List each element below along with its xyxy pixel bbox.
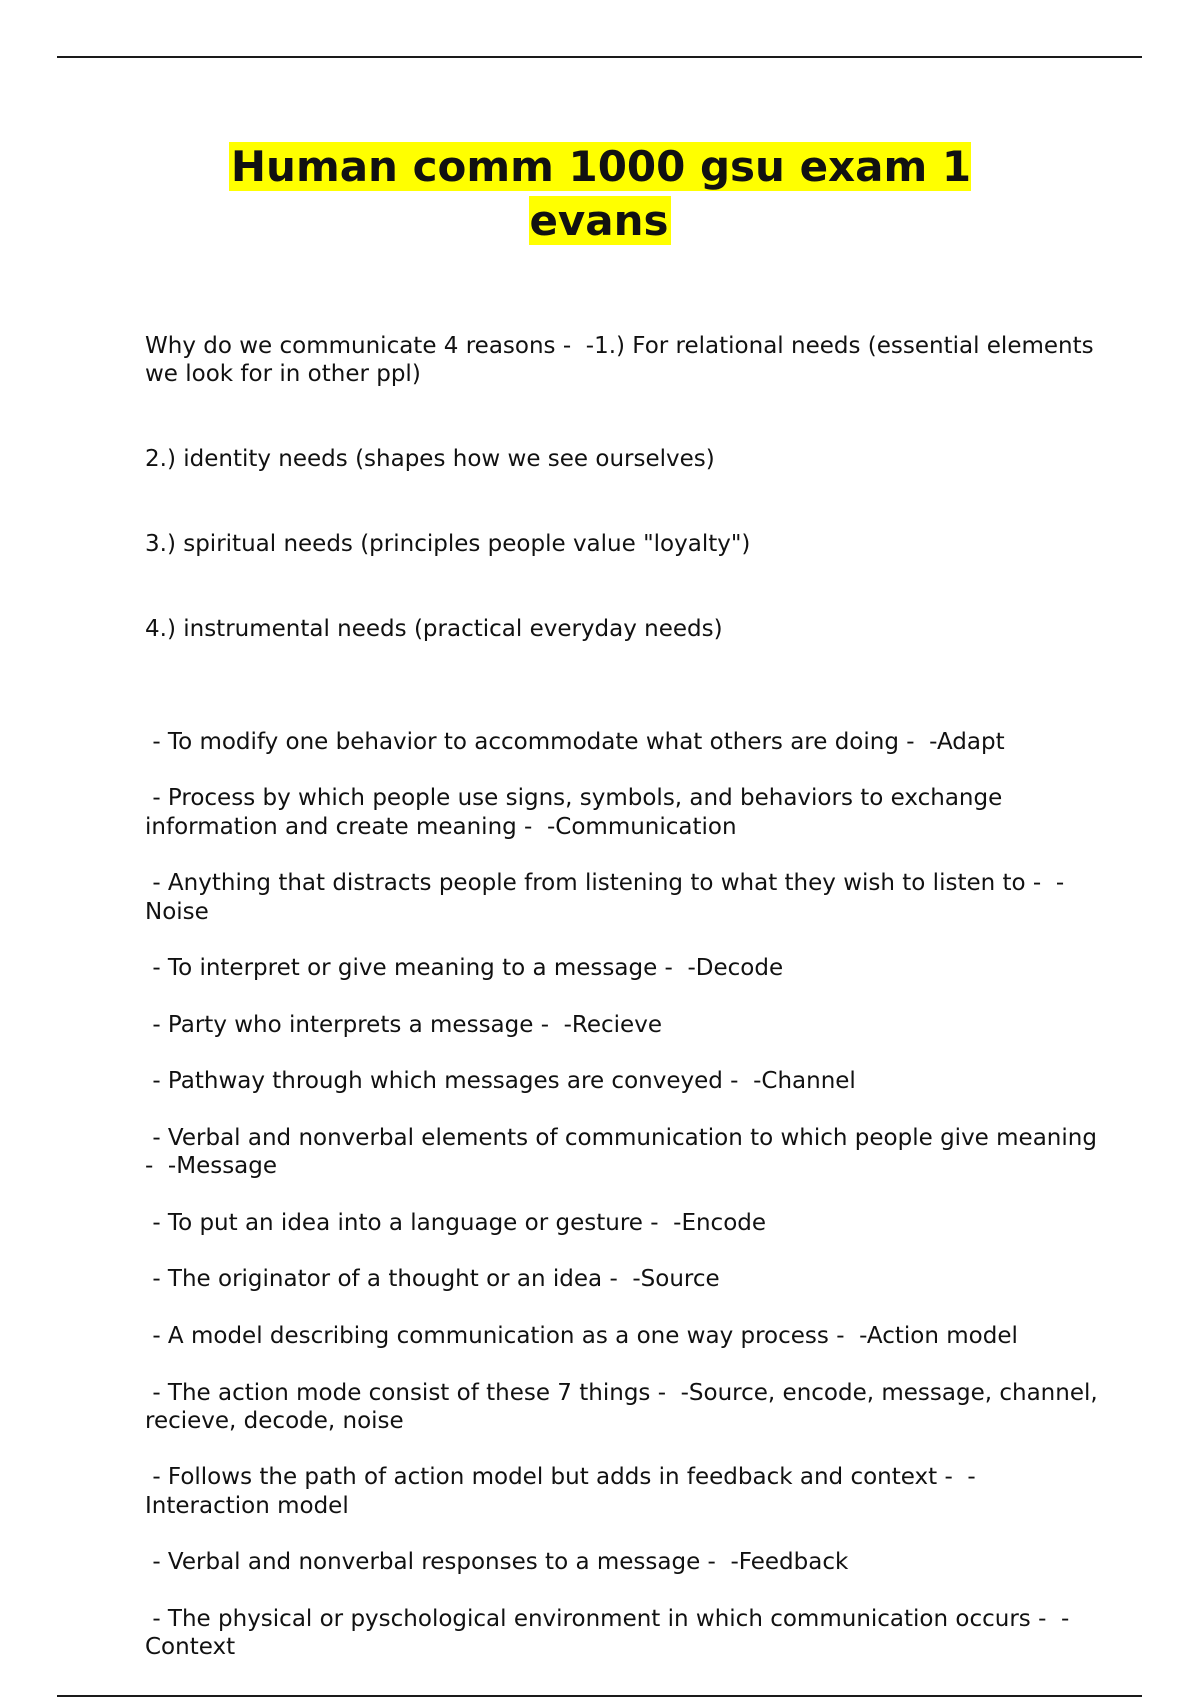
- intro-line: Why do we communicate 4 reasons - -1.) For relational needs (essential elements we look for in other ppl): [145, 332, 1101, 387]
- term-item: - To modify one behavior to accommodate what others are doing - -Adapt: [145, 728, 1005, 755]
- top-rule: [57, 56, 1142, 58]
- term-item: - Verbal and nonverbal responses to a message - -Feedback: [145, 1549, 849, 1576]
- term-item: - A model describing communication as a one way process - -Action model: [145, 1322, 1018, 1349]
- term-item: - To interpret or give meaning to a message - -Decode: [145, 955, 784, 982]
- intro-line: 3.) spiritual needs (principles people value "loyalty"): [145, 530, 751, 557]
- term-item: - The action mode consist of these 7 things - -Source, encode, message, channel, recieve, decode, noise: [145, 1379, 1105, 1434]
- title-block: [0, 140, 1200, 248]
- term-item: - The originator of a thought or an idea - -Source: [145, 1266, 720, 1293]
- intro-paragraph: [145, 275, 1100, 699]
- document-title: Human comm 1000 gsu exam 1 evans: [230, 142, 972, 245]
- term-item: - Anything that distracts people from listening to what they wish to listen to - -Noise: [145, 870, 1065, 925]
- term-item: - Pathway through which messages are conveyed - -Channel: [145, 1068, 856, 1095]
- intro-line: 4.) instrumental needs (practical everyday needs): [145, 615, 723, 642]
- term-item: - Party who interprets a message - -Recieve: [145, 1011, 662, 1038]
- term-item: - To put an idea into a language or gesture - -Encode: [145, 1209, 767, 1236]
- document-body: [145, 275, 1105, 1690]
- intro-line: 2.) identity needs (shapes how we see ourselves): [145, 445, 715, 472]
- term-item: - Follows the path of action model but adds in feedback and context - -Interaction model: [145, 1464, 976, 1519]
- term-item: - Process by which people use signs, symbols, and behaviors to exchange information and create meaning - -Communication: [145, 785, 1010, 840]
- term-item: - The physical or pyschological environment in which communication occurs - -Context: [145, 1605, 1070, 1661]
- term-item: - Verbal and nonverbal elements of communication to which people give meaning - -Message: [145, 1124, 1105, 1180]
- bottom-rule: [57, 1695, 1142, 1697]
